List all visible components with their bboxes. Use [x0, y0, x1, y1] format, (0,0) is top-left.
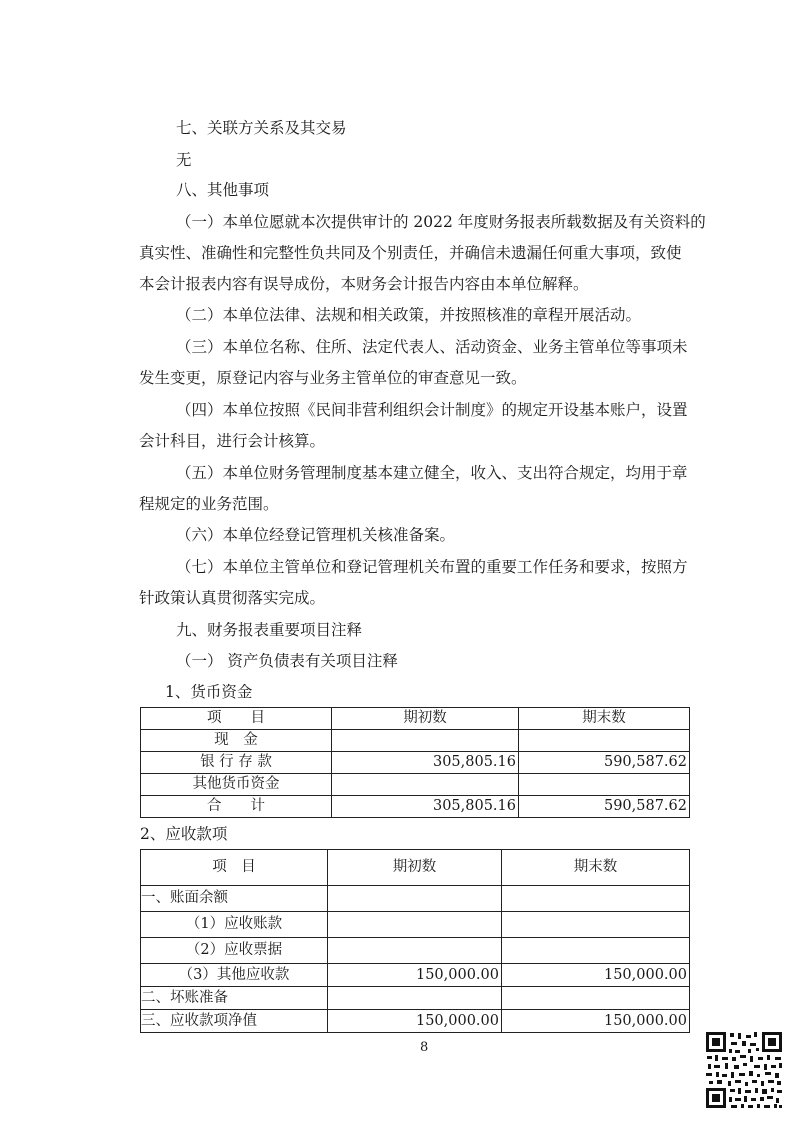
cell-closing [502, 886, 690, 912]
row-label: 三、应收款项净值 [141, 1010, 328, 1033]
cell-opening [332, 774, 519, 796]
row-label: （1）应收账款 [141, 912, 328, 938]
para-3-line-1: （三）本单位名称、住所、法定代表人、活动资金、业务主管单位等事项未 [176, 338, 688, 356]
cell-opening [328, 987, 502, 1010]
header-opening: 期初数 [332, 708, 519, 730]
row-label: 其他货币资金 [141, 774, 332, 796]
table-row [141, 796, 690, 818]
table-row [141, 938, 690, 964]
heading-related-party: 七、关联方关系及其交易 [176, 119, 347, 137]
table-row [141, 886, 690, 912]
cell-opening [328, 938, 502, 964]
cell-opening [332, 730, 519, 752]
cell-closing [502, 987, 690, 1010]
subheading-monetary-funds: 1、货币资金 [165, 683, 253, 701]
table-row [141, 1010, 690, 1033]
para-2: （二）本单位法律、法规和相关政策，并按照核准的章程开展活动。 [176, 306, 642, 324]
para-1-line-3: 本会计报表内容有误导成份，本财务会计报告内容由本单位解释。 [139, 275, 589, 293]
row-label: 合 计 [141, 796, 332, 818]
subheading-receivables: 2、应收款项 [140, 825, 228, 843]
para-5-line-1: （五）本单位财务管理制度基本建立健全，收入、支出符合规定，均用于章 [176, 464, 688, 482]
para-6: （六）本单位经登记管理机关核准备案。 [176, 526, 456, 544]
cell-closing [519, 774, 690, 796]
cell-closing [519, 730, 690, 752]
cell-closing: 150,000.00 [502, 1010, 690, 1033]
table-row [141, 987, 690, 1010]
subheading-balance-sheet: （一） 资产负债表有关项目注释 [176, 652, 398, 670]
header-item: 项 目 [141, 850, 328, 886]
cell-closing: 150,000.00 [502, 964, 690, 987]
row-label: （3）其他应收款 [141, 964, 328, 987]
row-label: 银 行 存 款 [141, 752, 332, 774]
table-header-row [141, 708, 690, 730]
cell-closing: 590,587.62 [519, 796, 690, 818]
receivables-table [140, 849, 690, 1033]
cell-closing [502, 912, 690, 938]
para-4-line-1: （四）本单位按照《民间非营利组织会计制度》的规定开设基本账户，设置 [176, 401, 688, 419]
table-row [141, 752, 690, 774]
table-row [141, 774, 690, 796]
cell-opening: 305,805.16 [332, 796, 519, 818]
cell-opening: 150,000.00 [328, 964, 502, 987]
para-3-line-2: 发生变更，原登记内容与业务主管单位的审查意见一致。 [139, 369, 527, 387]
qr-code-icon [704, 1030, 784, 1110]
row-label: （2）应收票据 [141, 938, 328, 964]
header-closing: 期末数 [502, 850, 690, 886]
table-header-row [141, 850, 690, 886]
heading-notes: 九、财务报表重要项目注释 [176, 621, 363, 639]
para-1-line-1: （一）本单位愿就本次提供审计的 2022 年度财务报表所载数据及有关资料的 [176, 213, 706, 231]
heading-other-matters: 八、其他事项 [176, 181, 270, 199]
para-1-line-2: 真实性、准确性和完整性负共同及个别责任，并确信未遗漏任何重大事项，致使 [139, 244, 682, 262]
monetary-funds-table [140, 707, 690, 818]
cell-opening: 150,000.00 [328, 1010, 502, 1033]
row-label: 二、坏账准备 [141, 987, 328, 1010]
table-row [141, 730, 690, 752]
text-none: 无 [176, 151, 192, 169]
row-label: 一、账面余额 [141, 886, 328, 912]
para-7-line-2: 针政策认真贯彻落实完成。 [139, 589, 326, 607]
header-opening: 期初数 [328, 850, 502, 886]
para-7-line-1: （七）本单位主管单位和登记管理机关布置的重要工作任务和要求，按照方 [176, 558, 688, 576]
table-row [141, 912, 690, 938]
header-item: 项 目 [141, 708, 332, 730]
table-row [141, 964, 690, 987]
cell-opening [328, 912, 502, 938]
cell-opening [328, 886, 502, 912]
row-label: 现 金 [141, 730, 332, 752]
para-5-line-2: 程规定的业务范围。 [139, 495, 279, 513]
page-number: 8 [420, 1040, 429, 1055]
cell-opening: 305,805.16 [332, 752, 519, 774]
cell-closing [502, 938, 690, 964]
para-4-line-2: 会计科目，进行会计核算。 [139, 432, 326, 450]
header-closing: 期末数 [519, 708, 690, 730]
cell-closing: 590,587.62 [519, 752, 690, 774]
